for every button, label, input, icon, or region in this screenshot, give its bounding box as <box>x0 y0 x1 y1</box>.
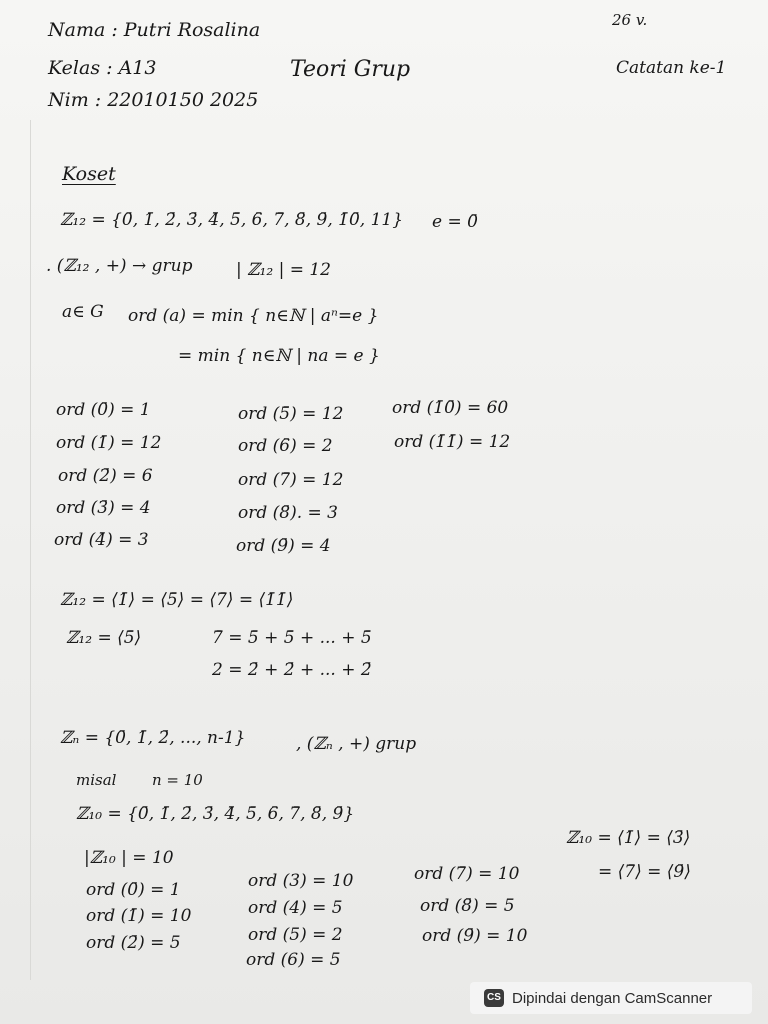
n-value: n = 10 <box>152 771 203 789</box>
z12-ord-item: ord (1̄0̄) = 60 <box>392 398 509 418</box>
z10-generators-1: ℤ₁₀ = ⟨1̄⟩ = ⟨3̄⟩ <box>566 828 691 848</box>
camscanner-icon: CS <box>484 989 504 1007</box>
generator-2-sum: 2 = 2̄ + 2̄ + ... + 2̄ <box>212 660 372 680</box>
z10-ord-item: ord (8̄) = 5 <box>420 896 515 916</box>
z12-ord-item: ord (0̄) = 1 <box>56 400 151 420</box>
z10-ord-item: ord (3) = 10 <box>248 871 354 891</box>
z10-ord-item: ord (1̄) = 10 <box>86 906 192 926</box>
z12-ord-item: ord (1̄1̄) = 12 <box>394 432 511 452</box>
z12-order: | ℤ₁₂ | = 12 <box>236 260 331 280</box>
z10-ord-item: ord (7̄) = 10 <box>414 864 520 884</box>
z12-generator-5: ℤ₁₂ = ⟨5̄⟩ <box>66 628 142 648</box>
student-class: Kelas : A13 <box>48 57 157 79</box>
z10-ord-item: ord (0̄) = 1 <box>86 880 181 900</box>
order-definition-2: = min { n∈ℕ | na = e } <box>178 346 380 366</box>
camscanner-label: Dipindai dengan CamScanner <box>512 989 713 1007</box>
z12-generators: ℤ₁₂ = ⟨1̄⟩ = ⟨5̄⟩ = ⟨7̄⟩ = ⟨1̄1̄⟩ <box>60 590 294 610</box>
z12-identity: e = 0̄ <box>432 212 478 232</box>
z12-group-statement: . (ℤ₁₂ , +) → grup <box>46 256 193 276</box>
z10-order: |ℤ₁₀ | = 10 <box>84 848 174 868</box>
z12-ord-item: ord (4̄) = 3 <box>54 530 149 550</box>
misal-label: misal <box>76 771 117 789</box>
z12-ord-item: ord (7̄) = 12 <box>238 470 344 490</box>
z10-ord-item: ord (4) = 5 <box>248 898 343 918</box>
z10-ord-item: ord (2̄) = 5 <box>86 933 181 953</box>
z12-ord-item: ord (1̄) = 12 <box>56 433 162 453</box>
z12-ord-item: ord (2̄) = 6 <box>58 466 153 486</box>
order-definition-1: ord (a) = min { n∈ℕ | aⁿ=e } <box>128 306 379 326</box>
page-margin-line <box>30 120 31 980</box>
note-number: Catatan ke-1 <box>616 58 727 78</box>
z10-ord-item: ord (9̄) = 10 <box>422 926 528 946</box>
z10-generators-2: = ⟨7̄⟩ = ⟨9̄⟩ <box>598 862 691 882</box>
z10-ord-item: ord (6) = 5 <box>246 950 341 970</box>
z12-ord-item: ord (5̄) = 12 <box>238 404 344 424</box>
student-nim: Nim : 22010150 2025 <box>48 89 259 111</box>
z12-definition: ℤ₁₂ = {0̄, 1̄, 2̄, 3̄, 4̄, 5̄, 6̄, 7̄, 8̄, 9̄, 1̄0̄, 11} <box>60 210 404 230</box>
z10-definition: ℤ₁₀ = {0̄, 1̄, 2̄, 3̄, 4̄, 5̄, 6̄, 7̄, 8̄, 9̄} <box>76 804 355 824</box>
page-title: Teori Grup <box>290 57 411 82</box>
a-in-g: a∈ G <box>62 302 104 322</box>
camscanner-watermark <box>470 982 752 1014</box>
student-name: Nama : Putri Rosalina <box>48 19 261 41</box>
z10-ord-item: ord (5) = 2 <box>248 925 343 945</box>
zn-group-statement: , (ℤₙ , +) grup <box>296 734 417 754</box>
zn-definition: ℤₙ = {0̄, 1̄, 2̄, ..., n-1} <box>60 728 246 748</box>
generator-5-sum: 7̄ = 5̄ + 5̄ + ... + 5̄ <box>212 628 372 648</box>
z12-ord-item: ord (6̄) = 2 <box>238 436 333 456</box>
section-heading-koset: Koset <box>62 163 116 185</box>
note-date: 26 v. <box>612 11 648 29</box>
z12-ord-item: ord (8̄). = 3 <box>238 503 338 523</box>
z12-ord-item: ord (9̄) = 4 <box>236 536 331 556</box>
z12-ord-item: ord (3̄) = 4 <box>56 498 151 518</box>
